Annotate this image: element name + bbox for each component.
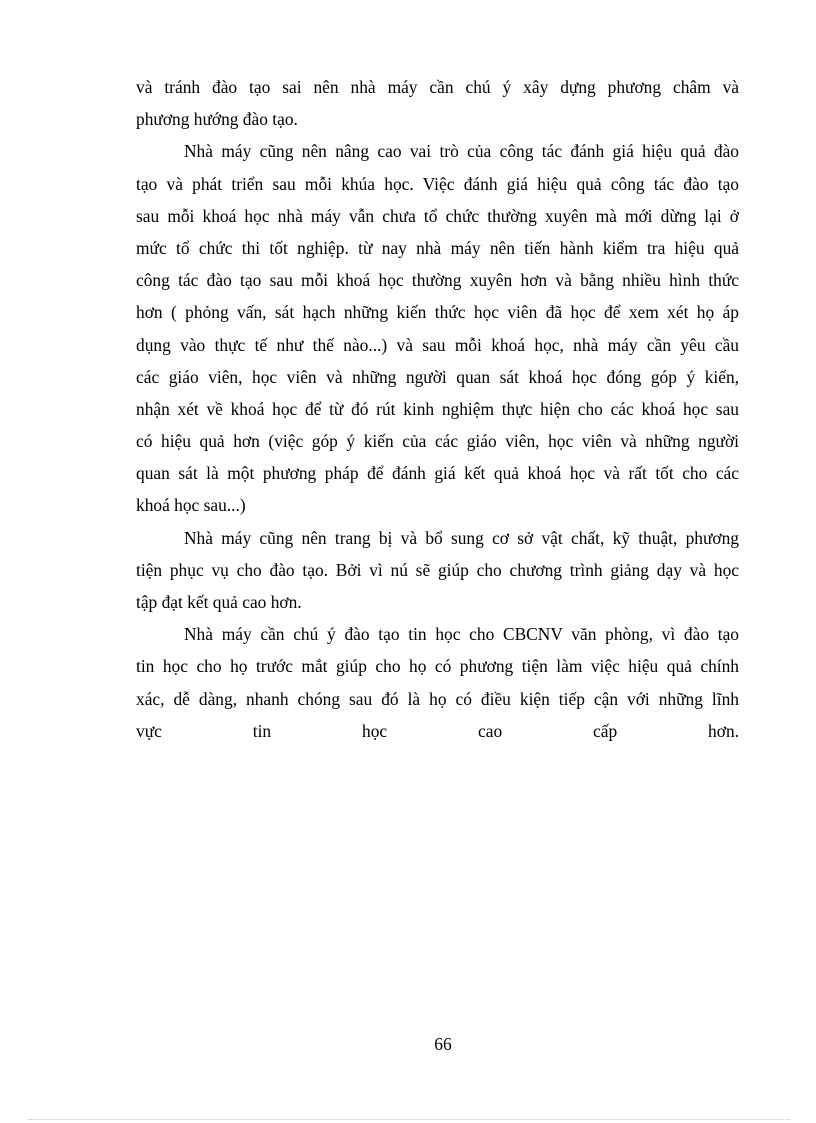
- paragraph: [136, 135, 739, 521]
- text-line: tin học cho họ trước mắt giúp cho họ có phương tiện làm việc hiệu quả chính: [136, 656, 739, 677]
- text-line: và tránh đào tạo sai nên nhà máy cần chú ý xây dựng phương châm và: [136, 77, 739, 97]
- text-line: mức tổ chức thi tốt nghiệp. từ nay nhà máy nên tiến hành kiểm tra hiệu quả: [136, 237, 739, 258]
- text-line: Nhà máy cũng nên nâng cao vai trò của công tác đánh giá hiệu quả đào: [184, 141, 739, 162]
- text-line: Nhà máy cũng nên trang bị và bổ sung cơ sở vật chất, kỹ thuật, phương: [184, 527, 739, 548]
- text-line: tạo và phát triển sau mỗi khúa học. Việc đánh giá hiệu quả công tác đào tạo: [136, 173, 739, 194]
- paragraph: [136, 618, 739, 747]
- text-line: khoá học sau...): [136, 495, 246, 516]
- text-line: nhận xét về khoá học để từ đó rút kinh nghiệm thực hiện cho các khoá học sau: [136, 398, 739, 419]
- text-line: dụng vào thực tế như thế nào...) và sau mỗi khoá học, nhà máy cần yêu cầu: [136, 334, 739, 355]
- text-line: phương hướng đào tạo.: [136, 109, 298, 130]
- paragraph: [136, 71, 739, 135]
- text-line: xác, dễ dàng, nhanh chóng sau đó là họ có điều kiện tiếp cận với những lĩnh: [136, 688, 739, 709]
- text-line: sau mỗi khoá học nhà máy vẫn chưa tổ chức thường xuyên mà mới dừng lại ở: [136, 205, 739, 226]
- paragraph: [136, 522, 739, 619]
- page-bottom-border: [28, 1119, 790, 1120]
- text-line: tiện phục vụ cho đào tạo. Bởi vì nú sẽ giúp cho chương trình giảng dạy và học: [136, 559, 739, 580]
- text-line: vực tin học cao cấp hơn.: [136, 720, 739, 741]
- text-line: hơn ( phỏng vấn, sát hạch những kiến thức học viên đã học để xem xét họ áp: [136, 302, 739, 323]
- text-line: Nhà máy cần chú ý đào tạo tin học cho CBCNV văn phòng, vì đào tạo: [184, 624, 739, 645]
- text-line: có hiệu quả hơn (việc góp ý kiến của các giáo viên, học viên và những người: [136, 431, 739, 452]
- page-number: 66: [434, 1034, 452, 1054]
- text-line: tập đạt kết quả cao hơn.: [136, 592, 302, 612]
- text-line: các giáo viên, học viên và những người quan sát khoá học đóng góp ý kiến,: [136, 366, 739, 387]
- text-line: quan sát là một phương pháp để đánh giá kết quả khoá học và rất tốt cho các: [136, 463, 739, 484]
- text-line: công tác đào tạo sau mỗi khoá học thường xuyên hơn và bằng nhiều hình thức: [136, 270, 739, 291]
- body-text: [136, 71, 739, 747]
